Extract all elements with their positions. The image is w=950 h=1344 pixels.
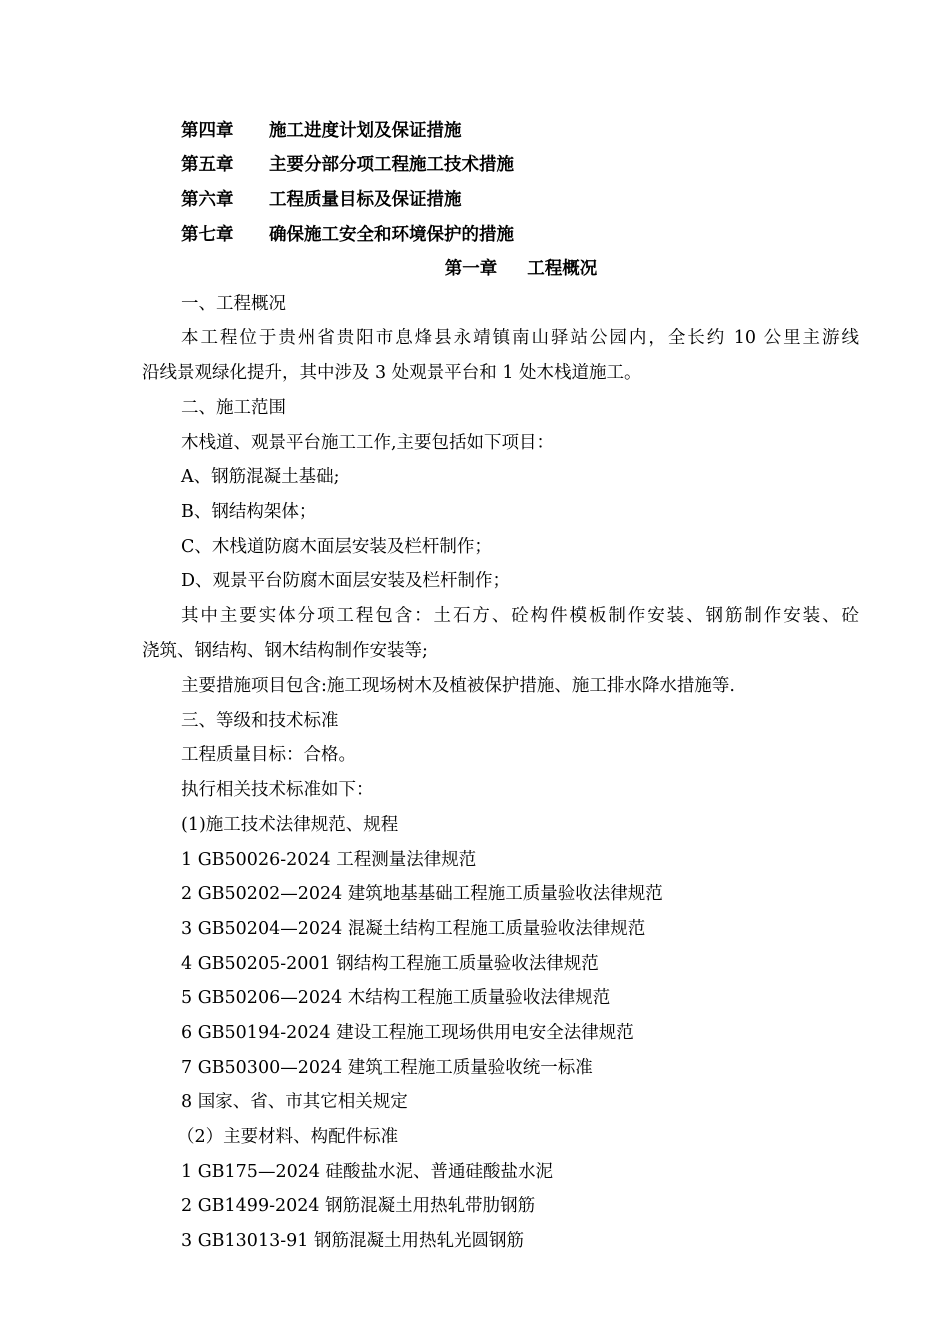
paragraph-line: 工程质量目标：合格。 (181, 745, 356, 765)
chapter-number: 第一章 (444, 259, 498, 279)
toc-entry-7 (181, 223, 514, 247)
toc-chapter-title: 主要分部分项工程施工技术措施 (269, 155, 514, 175)
subsection-title: (1)施工技术法律规范、规程 (181, 815, 399, 835)
section-title-standards: 三、等级和技术标准 (181, 711, 339, 731)
list-item: 2 GB50202—2024 建筑地基基础工程施工质量验收法律规范 (181, 884, 663, 904)
paragraph-line: 其中主要实体分项工程包含：土石方、砼构件模板制作安装、钢筋制作安装、砼 (181, 606, 859, 626)
list-item: 4 GB50205-2001 钢结构工程施工质量验收法律规范 (181, 954, 599, 974)
toc-chapter-number: 第六章 (181, 190, 234, 210)
toc-chapter-number: 第七章 (181, 225, 234, 245)
chapter-title: 工程概况 (527, 259, 598, 279)
list-item: B、钢结构架体； (181, 502, 317, 522)
paragraph-line: 浇筑、钢结构、钢木结构制作安装等; (142, 641, 428, 661)
chapter-heading (0, 257, 950, 281)
toc-chapter-number: 第四章 (181, 121, 234, 141)
list-item: 6 GB50194-2024 建设工程施工现场供用电安全法律规范 (181, 1023, 634, 1043)
paragraph-line: 执行相关技术标准如下： (181, 780, 374, 800)
toc-chapter-title: 工程质量目标及保证措施 (269, 190, 462, 210)
section-title-overview: 一、工程概况 (181, 294, 286, 314)
paragraph-line: 主要措施项目包含:施工现场树木及植被保护措施、施工排水降水措施等. (181, 676, 735, 696)
toc-entry-4 (181, 119, 462, 143)
toc-entry-6 (181, 188, 462, 212)
toc-chapter-number: 第五章 (181, 155, 234, 175)
toc-entry-5 (181, 153, 514, 177)
list-item: A、钢筋混凝土基础; (181, 467, 340, 487)
list-item: 2 GB1499-2024 钢筋混凝土用热轧带肋钢筋 (181, 1196, 536, 1216)
paragraph-line: 沿线景观绿化提升，其中涉及 3 处观景平台和 1 处木栈道施工。 (142, 363, 642, 383)
list-item: D、观景平台防腐木面层安装及栏杆制作； (181, 571, 511, 591)
list-item: 1 GB175—2024 硅酸盐水泥、普通硅酸盐水泥 (181, 1162, 554, 1182)
list-item: 7 GB50300—2024 建筑工程施工质量验收统一标准 (181, 1058, 593, 1078)
list-item: C、木栈道防腐木面层安装及栏杆制作； (181, 537, 492, 557)
list-item: 8 国家、省、市其它相关规定 (181, 1092, 408, 1112)
subsection-title: （2）主要材料、构配件标准 (177, 1127, 399, 1147)
list-item: 1 GB50026-2024 工程测量法律规范 (181, 850, 477, 870)
list-item: 3 GB50204—2024 混凝土结构工程施工质量验收法律规范 (181, 919, 646, 939)
section-title-scope: 二、施工范围 (181, 398, 286, 418)
paragraph-line: 本工程位于贵州省贵阳市息烽县永靖镇南山驿站公园内，全长约 10 公里主游线 (181, 328, 859, 348)
list-item: 5 GB50206—2024 木结构工程施工质量验收法律规范 (181, 988, 611, 1008)
paragraph-line: 木栈道、观景平台施工工作,主要包括如下项目： (181, 433, 555, 453)
list-item: 3 GB13013-91 钢筋混凝土用热轧光圆钢筋 (181, 1231, 524, 1251)
toc-chapter-title: 确保施工安全和环境保护的措施 (269, 225, 514, 245)
toc-chapter-title: 施工进度计划及保证措施 (269, 121, 462, 141)
